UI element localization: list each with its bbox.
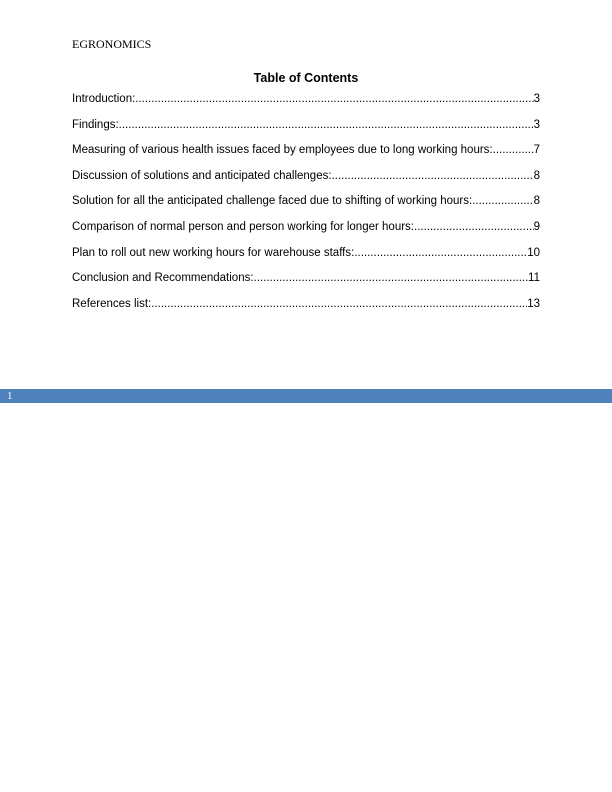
- toc-entry-page: 8: [533, 169, 540, 182]
- toc-entry-label: Plan to roll out new working hours for warehouse staffs:: [72, 246, 355, 259]
- toc-entry-rollout-plan[interactable]: [72, 246, 540, 272]
- toc-entry-label: Comparison of normal person and person working for longer hours:: [72, 220, 414, 233]
- toc-dot-leader: [254, 271, 529, 286]
- toc-entry-page: 3: [533, 118, 540, 131]
- toc-entry-page: 10: [527, 246, 540, 259]
- toc-entry-page: 13: [527, 297, 540, 310]
- toc-entry-health-issues[interactable]: [72, 143, 540, 169]
- toc-entry-references[interactable]: [72, 297, 540, 323]
- toc-dot-leader: [354, 246, 527, 261]
- page-header: EGRONOMICS: [72, 37, 152, 51]
- toc-entry-label: Conclusion and Recommendations:: [72, 272, 254, 285]
- toc-dot-leader: [332, 169, 534, 184]
- toc-entry-page: 11: [528, 272, 540, 285]
- toc-title: Table of Contents: [253, 71, 359, 85]
- table-of-contents: [72, 92, 540, 322]
- toc-entry-conclusion[interactable]: [72, 271, 540, 297]
- toc-entry-label: References list:: [72, 297, 152, 310]
- toc-entry-findings[interactable]: [72, 118, 540, 144]
- toc-dot-leader: [493, 143, 534, 158]
- toc-entry-solution-shifting[interactable]: [72, 194, 540, 220]
- toc-entry-label: Discussion of solutions and anticipated challenges:: [72, 169, 332, 182]
- toc-entry-page: 3: [533, 93, 540, 105]
- toc-entry-label: Introduction:: [72, 93, 136, 105]
- toc-entry-page: 9: [533, 220, 540, 233]
- toc-entry-label: Solution for all the anticipated challenge faced due to shifting of working hours:: [72, 195, 473, 208]
- toc-entry-solutions-challenges[interactable]: [72, 169, 540, 195]
- toc-entry-label: Measuring of various health issues faced by employees due to long working hours:: [72, 144, 493, 157]
- toc-dot-leader: [414, 220, 534, 235]
- toc-dot-leader: [119, 118, 534, 133]
- toc-entry-page: 8: [533, 195, 540, 208]
- page-footer-band: [0, 389, 612, 403]
- page-number: 1: [7, 390, 13, 402]
- toc-entry-page: 7: [533, 144, 540, 157]
- toc-dot-leader: [151, 297, 527, 312]
- toc-dot-leader: [135, 92, 533, 107]
- toc-entry-comparison[interactable]: [72, 220, 540, 246]
- toc-entry-introduction[interactable]: [72, 92, 540, 118]
- toc-entry-label: Findings:: [72, 118, 119, 131]
- toc-dot-leader: [472, 194, 533, 209]
